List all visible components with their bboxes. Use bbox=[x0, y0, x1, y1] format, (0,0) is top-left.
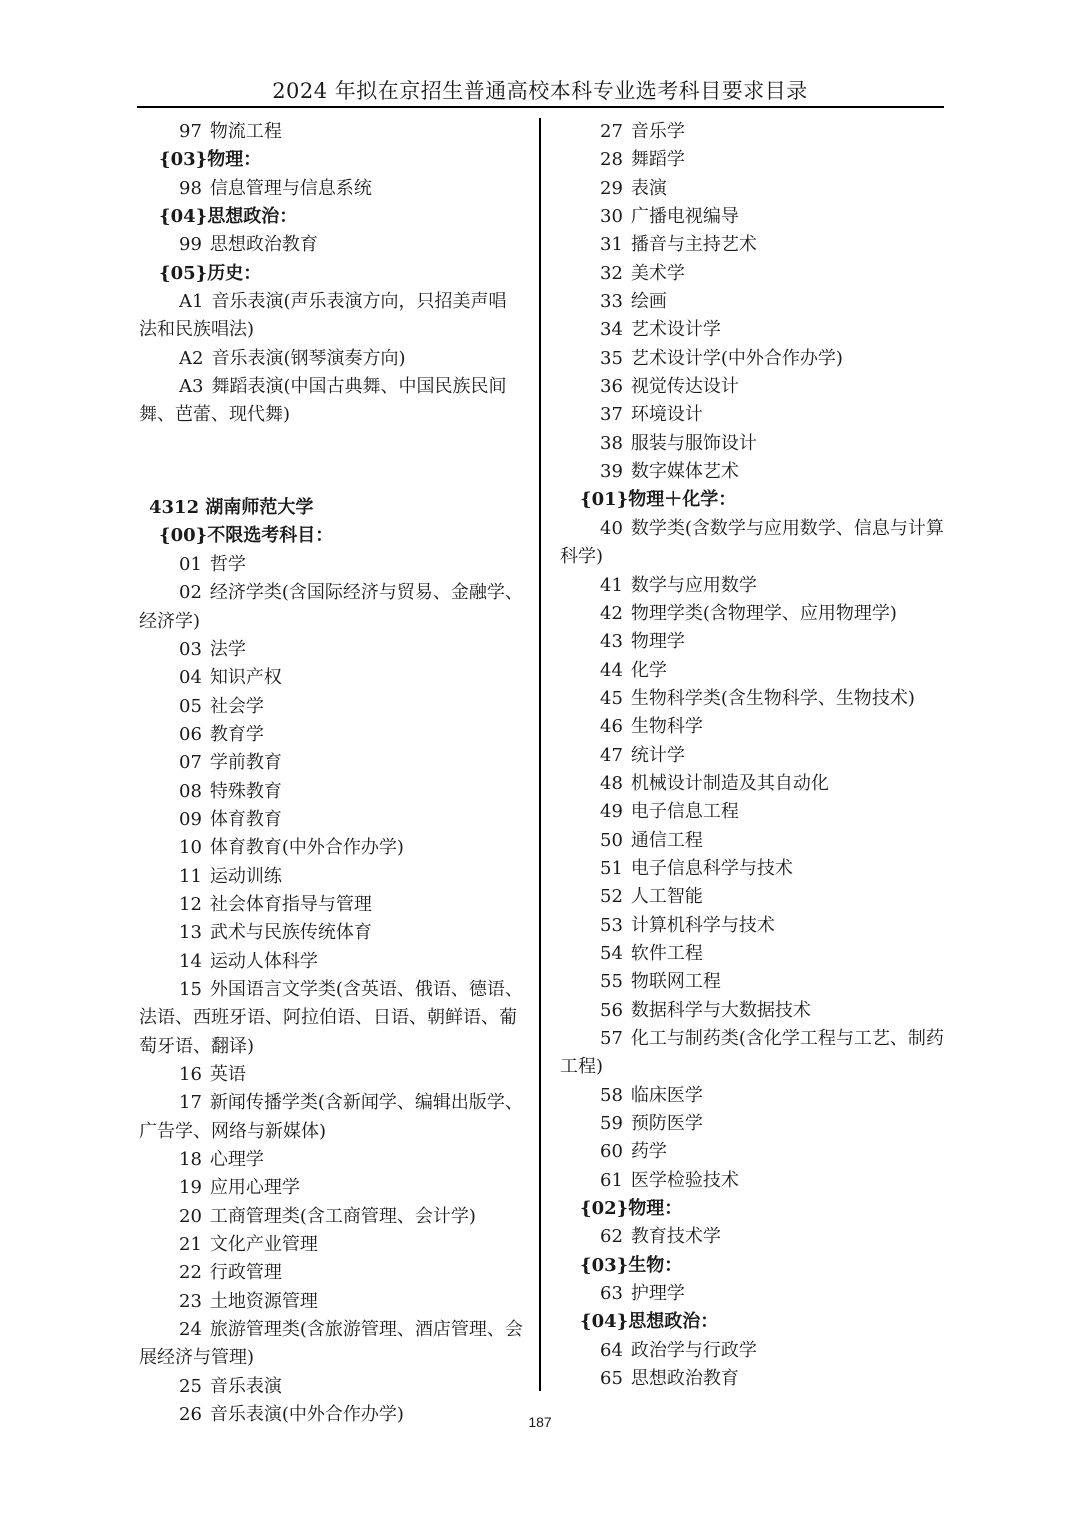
major-name: 物流工程 bbox=[209, 121, 282, 142]
major-name: 思想政治教育 bbox=[630, 1368, 739, 1390]
major-list-item bbox=[139, 834, 523, 862]
major-list-item bbox=[139, 345, 523, 373]
subject-requirement-heading: {02}物理： bbox=[580, 1198, 683, 1220]
major-name: 音乐表演(中外合作办学) bbox=[209, 1404, 404, 1426]
major-name: 化学 bbox=[630, 659, 667, 681]
major-code: 39 bbox=[600, 461, 623, 483]
major-list-item bbox=[560, 628, 944, 656]
major-list-item bbox=[560, 855, 944, 883]
major-code: 04 bbox=[179, 667, 202, 689]
major-code: 01 bbox=[179, 553, 202, 575]
major-code: 29 bbox=[600, 177, 623, 199]
major-list-item bbox=[560, 940, 944, 968]
major-name: 艺术设计学 bbox=[630, 319, 721, 341]
major-name: 物理学 bbox=[630, 631, 685, 653]
major-code: 35 bbox=[600, 347, 623, 369]
major-code: 05 bbox=[179, 695, 202, 717]
major-code: 06 bbox=[179, 723, 202, 745]
major-code: 62 bbox=[600, 1226, 623, 1248]
major-code: 54 bbox=[600, 942, 623, 964]
major-list-item bbox=[139, 579, 523, 636]
major-list-item bbox=[560, 1082, 944, 1110]
major-list-item bbox=[560, 1365, 944, 1393]
university-name: 湖南师范大学 bbox=[205, 497, 314, 519]
major-name: 文化产业管理 bbox=[209, 1234, 318, 1256]
major-code: 41 bbox=[600, 574, 623, 596]
major-name: 政治学与行政学 bbox=[630, 1339, 757, 1361]
subject-requirement-heading: {04}思想政治： bbox=[159, 206, 298, 228]
major-name: 计算机科学与技术 bbox=[630, 914, 775, 936]
major-list-item bbox=[560, 175, 944, 203]
major-code: 59 bbox=[600, 1113, 623, 1135]
major-list-item bbox=[560, 912, 944, 940]
major-list-item bbox=[139, 1373, 523, 1401]
major-code: 42 bbox=[600, 602, 623, 624]
major-code: 58 bbox=[600, 1084, 623, 1106]
major-code: 63 bbox=[600, 1283, 623, 1305]
major-list-item bbox=[560, 600, 944, 628]
major-name: 电子信息科学与技术 bbox=[630, 857, 793, 879]
major-code: 49 bbox=[600, 801, 623, 823]
major-name: 数学与应用数学 bbox=[630, 574, 757, 596]
major-list-item bbox=[560, 373, 944, 401]
major-list-item bbox=[139, 891, 523, 919]
major-name: 舞蹈表演(中国古典舞、中国民族民间舞、芭蕾、现代舞) bbox=[139, 376, 507, 426]
major-list-item bbox=[560, 345, 944, 373]
major-name: 应用心理学 bbox=[209, 1177, 300, 1199]
major-name: 物联网工程 bbox=[630, 971, 721, 993]
major-list-item bbox=[139, 919, 523, 947]
major-list-item bbox=[560, 1223, 944, 1251]
major-name: 临床医学 bbox=[630, 1084, 703, 1106]
major-name: 思想政治教育 bbox=[209, 234, 318, 256]
major-name: 生物科学类(含生物科学、生物技术) bbox=[630, 687, 915, 709]
major-code: 65 bbox=[600, 1368, 623, 1390]
major-name: 外国语言文学类(含英语、俄语、德语、法语、西班牙语、阿拉伯语、日语、朝鲜语、葡萄牙语、翻译) bbox=[139, 978, 523, 1057]
major-code: 37 bbox=[600, 404, 623, 426]
major-code: 13 bbox=[179, 922, 202, 944]
major-name: 广播电视编导 bbox=[630, 206, 739, 228]
major-name: 数据科学与大数据技术 bbox=[630, 999, 811, 1021]
major-name: 社会体育指导与管理 bbox=[209, 893, 372, 915]
major-code: 27 bbox=[600, 121, 623, 142]
major-list-item bbox=[139, 288, 523, 345]
major-name: 数学类(含数学与应用数学、信息与计算科学) bbox=[560, 517, 944, 568]
major-code: 24 bbox=[179, 1319, 202, 1341]
major-list-item bbox=[139, 721, 523, 749]
major-code: 38 bbox=[600, 432, 623, 454]
major-list-item bbox=[139, 175, 523, 203]
major-name: 生物科学 bbox=[630, 716, 703, 738]
major-list-item bbox=[560, 401, 944, 429]
major-list-item bbox=[139, 664, 523, 692]
major-list-item bbox=[560, 1167, 944, 1195]
major-code: 48 bbox=[600, 772, 623, 794]
major-code: 52 bbox=[600, 886, 623, 908]
major-code: 64 bbox=[600, 1339, 623, 1361]
major-code: 31 bbox=[600, 234, 623, 256]
major-name: 美术学 bbox=[630, 262, 685, 284]
major-name: 软件工程 bbox=[630, 942, 703, 964]
major-name: 体育教育 bbox=[209, 808, 282, 830]
major-name: 医学检验技术 bbox=[630, 1169, 739, 1191]
major-name: 机械设计制造及其自动化 bbox=[630, 772, 829, 794]
major-name: 心理学 bbox=[209, 1149, 264, 1171]
major-name: 药学 bbox=[630, 1141, 667, 1163]
major-code: A3 bbox=[179, 376, 204, 398]
major-code: 30 bbox=[600, 206, 623, 228]
major-name: 英语 bbox=[209, 1064, 246, 1085]
major-code: 33 bbox=[600, 291, 623, 313]
major-name: 视觉传达设计 bbox=[630, 376, 739, 398]
major-name: 信息管理与信息系统 bbox=[209, 177, 372, 199]
major-list-item bbox=[139, 1174, 523, 1202]
major-name: 音乐表演(声乐表演方向，只招美声唱法和民族唱法) bbox=[139, 291, 507, 341]
subject-requirement-heading: {04}思想政治： bbox=[580, 1311, 719, 1333]
major-code: 09 bbox=[179, 808, 202, 830]
major-code: 12 bbox=[179, 893, 202, 915]
major-list-item bbox=[560, 146, 944, 174]
major-name: 知识产权 bbox=[209, 667, 282, 689]
major-name: 教育学 bbox=[209, 723, 264, 745]
page-number: 187 bbox=[528, 1414, 552, 1430]
major-code: A2 bbox=[179, 347, 204, 369]
major-code: 25 bbox=[179, 1375, 202, 1397]
major-code: 03 bbox=[179, 638, 202, 660]
major-name: 播音与主持艺术 bbox=[630, 234, 757, 256]
major-name: 舞蹈学 bbox=[630, 149, 685, 171]
major-name: 法学 bbox=[209, 638, 246, 660]
major-list-item bbox=[560, 260, 944, 288]
major-list-item bbox=[560, 713, 944, 741]
subject-requirement-heading: {01}物理＋化学： bbox=[580, 489, 737, 511]
major-list-item bbox=[139, 778, 523, 806]
university-heading bbox=[139, 494, 523, 522]
major-name: 物理学类(含物理学、应用物理学) bbox=[630, 602, 897, 624]
major-name: 行政管理 bbox=[209, 1262, 282, 1284]
major-code: 40 bbox=[600, 517, 623, 539]
major-list-item bbox=[560, 231, 944, 259]
major-code: 44 bbox=[600, 659, 623, 681]
major-list-item bbox=[139, 1089, 523, 1146]
major-code: 22 bbox=[179, 1262, 202, 1284]
major-list-item bbox=[560, 685, 944, 713]
major-name: 统计学 bbox=[630, 744, 685, 766]
major-name: 教育技术学 bbox=[630, 1226, 721, 1248]
major-code: 99 bbox=[179, 234, 202, 256]
major-name: 体育教育(中外合作办学) bbox=[209, 837, 404, 859]
major-name: 旅游管理类(含旅游管理、酒店管理、会展经济与管理) bbox=[139, 1319, 523, 1369]
major-list-item bbox=[139, 551, 523, 579]
major-code: 61 bbox=[600, 1169, 623, 1191]
major-code: 32 bbox=[600, 262, 623, 284]
major-list-item bbox=[560, 1337, 944, 1365]
major-code: A1 bbox=[179, 291, 204, 313]
subject-requirement-heading: {00}不限选考科目： bbox=[159, 525, 334, 547]
major-list-item bbox=[560, 1025, 944, 1082]
major-list-item bbox=[560, 572, 944, 600]
major-code: 46 bbox=[600, 716, 623, 738]
major-list-item bbox=[560, 203, 944, 231]
major-list-item bbox=[139, 1231, 523, 1259]
major-name: 人工智能 bbox=[630, 886, 703, 908]
major-name: 运动人体科学 bbox=[209, 950, 318, 972]
major-name: 表演 bbox=[630, 177, 667, 199]
major-list-item bbox=[560, 515, 944, 572]
major-list-item bbox=[560, 1138, 944, 1166]
major-code: 11 bbox=[179, 865, 202, 887]
major-name: 音乐表演 bbox=[209, 1375, 282, 1397]
major-code: 53 bbox=[600, 914, 623, 936]
major-list-item bbox=[139, 636, 523, 664]
major-name: 环境设计 bbox=[630, 404, 703, 426]
major-name: 经济学类(含国际经济与贸易、金融学、经济学) bbox=[139, 582, 523, 632]
major-list-item bbox=[560, 742, 944, 770]
major-code: 18 bbox=[179, 1149, 202, 1171]
major-name: 武术与民族传统体育 bbox=[209, 922, 372, 944]
column-divider bbox=[539, 118, 541, 1391]
major-list-item bbox=[139, 1146, 523, 1174]
blank-line bbox=[139, 448, 523, 476]
major-code: 28 bbox=[600, 149, 623, 171]
major-list-item bbox=[139, 749, 523, 777]
major-code: 34 bbox=[600, 319, 623, 341]
major-name: 电子信息工程 bbox=[630, 801, 739, 823]
major-name: 学前教育 bbox=[209, 752, 282, 774]
major-code: 50 bbox=[600, 829, 623, 851]
major-code: 10 bbox=[179, 837, 202, 859]
major-list-item bbox=[560, 458, 944, 486]
major-code: 23 bbox=[179, 1290, 202, 1312]
major-list-item bbox=[139, 231, 523, 259]
major-code: 17 bbox=[179, 1092, 202, 1114]
major-name: 社会学 bbox=[209, 695, 264, 717]
subject-requirement-heading: {05}历史： bbox=[159, 262, 262, 284]
major-code: 47 bbox=[600, 744, 623, 766]
major-list-item bbox=[139, 1316, 523, 1373]
header-rule bbox=[137, 106, 944, 108]
major-name: 音乐学 bbox=[630, 121, 685, 142]
major-code: 51 bbox=[600, 857, 623, 879]
major-name: 特殊教育 bbox=[209, 780, 282, 802]
right-column bbox=[560, 118, 944, 1393]
major-code: 57 bbox=[600, 1028, 623, 1049]
major-list-item bbox=[560, 827, 944, 855]
major-list-item bbox=[560, 430, 944, 458]
major-list-item bbox=[139, 1061, 523, 1089]
page-title: 2024 年拟在京招生普通高校本科专业选考科目要求目录 bbox=[272, 79, 808, 103]
major-list-item bbox=[560, 657, 944, 685]
major-name: 土地资源管理 bbox=[209, 1290, 318, 1312]
major-list-item bbox=[560, 1110, 944, 1138]
major-list-item bbox=[560, 118, 944, 146]
major-list-item bbox=[560, 1280, 944, 1308]
major-list-item bbox=[139, 118, 523, 146]
major-code: 19 bbox=[179, 1177, 202, 1199]
subject-requirement-heading: {03}生物： bbox=[580, 1254, 683, 1276]
major-name: 艺术设计学(中外合作办学) bbox=[630, 347, 843, 369]
major-list-item bbox=[139, 1259, 523, 1287]
major-code: 45 bbox=[600, 687, 623, 709]
subject-requirement-heading: {03}物理： bbox=[159, 149, 262, 171]
major-list-item bbox=[139, 863, 523, 891]
major-name: 预防医学 bbox=[630, 1113, 703, 1135]
major-code: 02 bbox=[179, 582, 202, 604]
major-code: 20 bbox=[179, 1205, 202, 1227]
major-code: 36 bbox=[600, 376, 623, 398]
major-code: 21 bbox=[179, 1234, 202, 1256]
major-list-item bbox=[560, 968, 944, 996]
major-name: 化工与制药类(含化学工程与工艺、制药工程) bbox=[560, 1028, 944, 1078]
major-list-item bbox=[560, 770, 944, 798]
major-code: 15 bbox=[179, 978, 202, 1000]
major-list-item bbox=[139, 948, 523, 976]
major-list-item bbox=[560, 997, 944, 1025]
major-list-item bbox=[560, 883, 944, 911]
major-code: 60 bbox=[600, 1141, 623, 1163]
major-list-item bbox=[139, 373, 523, 430]
major-code: 55 bbox=[600, 971, 623, 993]
major-list-item bbox=[560, 288, 944, 316]
major-list-item bbox=[139, 1288, 523, 1316]
major-code: 26 bbox=[179, 1404, 202, 1426]
major-list-item bbox=[560, 316, 944, 344]
major-name: 护理学 bbox=[630, 1283, 685, 1305]
major-name: 哲学 bbox=[209, 553, 246, 575]
major-code: 43 bbox=[600, 631, 623, 653]
major-code: 56 bbox=[600, 999, 623, 1021]
major-code: 07 bbox=[179, 752, 202, 774]
major-name: 工商管理类(含工商管理、会计学) bbox=[209, 1205, 476, 1227]
left-column bbox=[139, 118, 523, 1429]
major-code: 97 bbox=[179, 121, 202, 142]
major-code: 14 bbox=[179, 950, 202, 972]
major-list-item bbox=[139, 1203, 523, 1231]
major-name: 绘画 bbox=[630, 291, 667, 313]
major-name: 音乐表演(钢琴演奏方向) bbox=[211, 347, 406, 369]
major-name: 通信工程 bbox=[630, 829, 703, 851]
major-code: 08 bbox=[179, 780, 202, 802]
major-code: 98 bbox=[179, 177, 202, 199]
major-list-item bbox=[560, 798, 944, 826]
major-list-item bbox=[139, 976, 523, 1061]
major-code: 16 bbox=[179, 1064, 202, 1085]
major-name: 新闻传播学类(含新闻学、编辑出版学、广告学、网络与新媒体) bbox=[139, 1092, 523, 1142]
major-name: 运动训练 bbox=[209, 865, 282, 887]
major-name: 服装与服饰设计 bbox=[630, 432, 757, 454]
university-code: 4312 bbox=[149, 497, 200, 519]
major-list-item bbox=[139, 693, 523, 721]
major-name: 数字媒体艺术 bbox=[630, 461, 739, 483]
major-list-item bbox=[139, 806, 523, 834]
